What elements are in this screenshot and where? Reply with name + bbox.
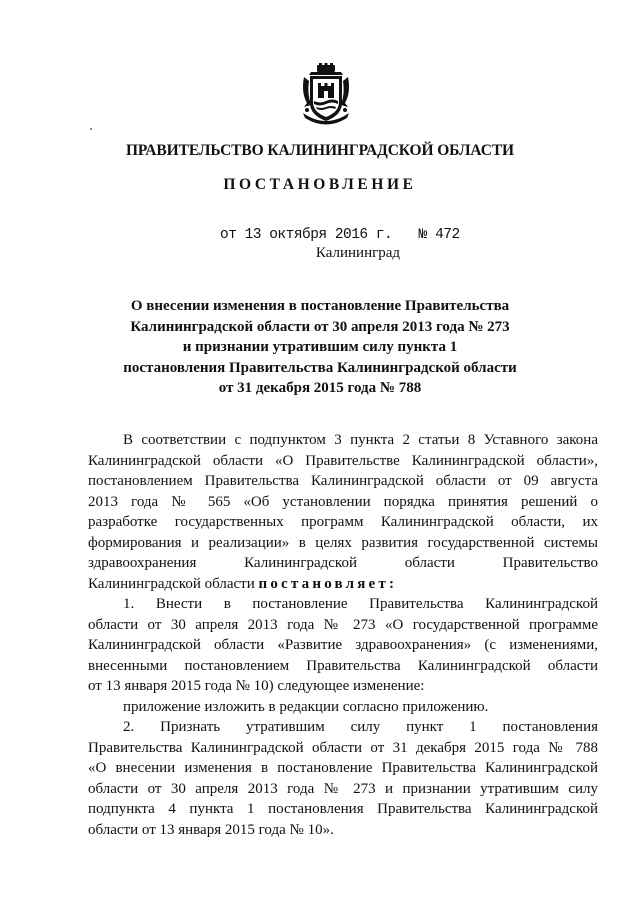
subject-line: и признании утратившим силу пункта 1 [182, 339, 458, 356]
document-date: 13 октября 2016 г. [244, 227, 393, 243]
item-2-line: 2. Признать утратившим силу пункт 1 постановления [123, 719, 598, 735]
item-2-line: «О внесении изменения в постановление Правительства Калининградской [88, 760, 598, 776]
resolves-prefix: Калининградской области [88, 575, 255, 592]
body-line-resolves [88, 574, 598, 595]
document-subject [0, 296, 640, 399]
body-line: Калининградской области «О Правительстве Калининградской области», [88, 452, 598, 469]
body-line: постановлением Правительства Калининградской области от 09 августа [88, 473, 598, 489]
body-line: разработке государственных программ Калининградской области, их [88, 514, 598, 530]
document-date-number [220, 227, 460, 243]
date-prefix: от [220, 227, 237, 243]
subject-line: Калининградской области от 30 апреля 2013 года № 273 [130, 318, 510, 335]
resolves-keyword: постановляет: [258, 575, 398, 592]
body-line: формирования и реализации» в целях развития государственной системы [88, 534, 598, 551]
item-2-line: подпункта 4 пункта 1 постановления Правительства Калининградской [88, 801, 598, 817]
body-line: В соответствии с подпунктом 3 пункта 2 статьи 8 Уставного закона [123, 432, 598, 448]
document-type: ПОСТАНОВЛЕНИЕ [223, 176, 417, 193]
subject-line: постановления Правительства Калининградской области [123, 359, 517, 376]
item-2-line: области от 13 января 2015 года № 10». [88, 821, 334, 838]
item-2-line: области от 30 апреля 2013 года № 273 и признании утратившим силу [88, 780, 598, 797]
scan-speck [90, 128, 92, 130]
document-number: 472 [435, 227, 460, 243]
coat-of-arms-emblem [301, 63, 351, 127]
item-1-subline: приложение изложить в редакции согласно приложению. [123, 698, 489, 715]
document-body [88, 430, 598, 840]
body-line: здравоохранения Калининградской области Правительство [88, 555, 598, 571]
item-1-line: 1. Внести в постановление Правительства Калининградской [123, 596, 598, 612]
document-city: Калининград [315, 245, 401, 261]
item-1-line: области от 30 апреля 2013 года № 273 «О государственной программе [88, 616, 598, 633]
item-1-line: внесенными постановлением Правительства Калининградской области [88, 657, 598, 674]
body-line: 2013 года № 565 «Об установлении порядка принятия решений о [88, 493, 598, 510]
item-2-line: Правительства Калининградской области от 31 декабря 2015 года № 788 [88, 739, 598, 756]
subject-line: О внесении изменения в постановление Правительства [130, 298, 510, 314]
organization-title: ПРАВИТЕЛЬСТВО КАЛИНИНГРАДСКОЙ ОБЛАСТИ [125, 142, 515, 159]
subject-line: от 31 декабря 2015 года № 788 [218, 380, 422, 397]
number-sign: № [418, 227, 427, 243]
item-1-line: Калининградской области «Развитие здравоохранения» (с изменениями, [88, 637, 598, 653]
item-1-line: от 13 января 2015 года № 10) следующее изменение: [88, 678, 425, 694]
